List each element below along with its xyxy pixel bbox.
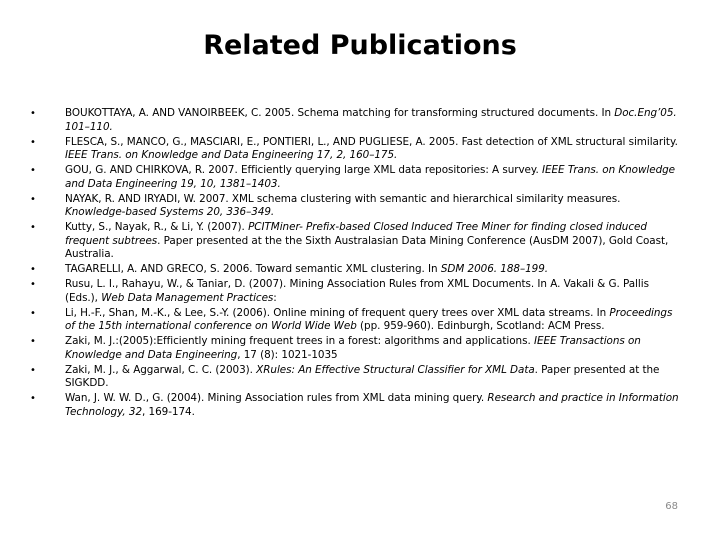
reference-text — [65, 335, 680, 362]
reference-segment: Knowledge-based Systems 20, 336–349. — [65, 206, 275, 218]
reference-segment: (pp. 959-960). Edinburgh, Scotland: ACM Press. — [356, 320, 605, 332]
reference-segment: IEEE Trans. on Knowledge and Data Engineering 17, 2, 160–175. — [65, 149, 398, 161]
reference-item-2 — [30, 136, 680, 163]
reference-segment: Zaki, M. J., & Aggarwal, C. C. (2003). — [65, 363, 257, 376]
reference-segment: TAGARELLI, A. AND GRECO, S. 2006. Toward semantic XML clustering. In — [65, 263, 441, 275]
slide-title: Related Publications — [203, 30, 517, 61]
reference-item-11 — [30, 392, 680, 419]
reference-text — [65, 164, 680, 191]
reference-item-8 — [30, 307, 680, 334]
reference-segment: BOUKOTTAYA, A. AND VANOIRBEEK, C. 2005. Schema matching for transforming structured documents. In — [65, 107, 615, 119]
reference-segment: IEEE Transactions on Knowledge and Data Engineering — [65, 335, 641, 361]
reference-segment: Rusu, L. I., Rahayu, W., & Taniar, D. (2007). Mining Association Rules from XML Documents. In A. Vakali & G. Pallis (Eds.), — [65, 278, 649, 304]
reference-item-7 — [30, 278, 680, 305]
reference-text — [65, 263, 680, 277]
reference-segment: Research and practice in Information Technology, 32 — [65, 392, 679, 418]
reference-text — [65, 307, 680, 334]
reference-segment: FLESCA, S., MANCO, G., MASCIARI, E., PONTIERI, L., AND PUGLIESE, A. 2005. Fast detection of XML structural similarity. — [65, 135, 678, 148]
bullet-icon: • — [30, 193, 36, 205]
reference-segment: , 169-174. — [142, 405, 195, 418]
reference-segment: SDM 2006. 188–199. — [440, 263, 549, 275]
bullet-icon: • — [30, 108, 36, 119]
reference-segment: Li, H.-F., Shan, M.-K., & Lee, S.-Y. (2006). Online mining of frequent query trees over XML data streams. In — [65, 306, 610, 319]
reference-segment: Wan, J. W. W. D., G. (2004). Mining Association rules from XML data mining query. — [65, 392, 488, 404]
reference-item-3 — [30, 164, 680, 191]
reference-segment: , 17 (8): 1021-1035 — [237, 348, 338, 361]
reference-segment: Doc.Eng’05. 101–110. — [65, 107, 677, 133]
reference-segment: GOU, G. AND CHIRKOVA, R. 2007. Efficiently querying large XML data repositories: A survey. — [65, 164, 543, 176]
reference-text — [65, 221, 680, 262]
reference-segment: PCITMiner- Prefix-based Closed Induced Tree Miner for finding closed induced frequent subtrees — [65, 221, 647, 247]
bullet-icon: • — [30, 307, 36, 319]
reference-item-5 — [30, 221, 680, 262]
reference-item-1 — [30, 107, 680, 134]
reference-text — [65, 278, 680, 305]
reference-segment: Proceedings of the 15th international conference on World Wide Web — [65, 306, 673, 332]
reference-segment: Web Data Management Practices — [101, 291, 274, 304]
reference-item-10 — [30, 364, 680, 391]
reference-segment: : — [273, 291, 277, 304]
bullet-icon: • — [30, 222, 36, 233]
reference-text — [65, 193, 680, 220]
page-number: 68 — [665, 501, 678, 512]
bullet-icon: • — [30, 136, 36, 148]
bullet-icon: • — [30, 165, 36, 176]
reference-segment: . Paper presented at the the Sixth Australasian Data Mining Conference (AusDM 2007), Gold Coast, Australia. — [65, 234, 669, 260]
reference-text — [65, 392, 680, 419]
reference-item-9 — [30, 335, 680, 362]
reference-segment: IEEE Trans. on Knowledge and Data Engineering 19, 10, 1381–1403. — [65, 164, 676, 190]
reference-segment: Kutty, S., Nayak, R., & Li, Y. (2007). — [65, 221, 249, 233]
reference-segment: Zaki, M. J.:(2005):Efficiently mining frequent trees in a forest: algorithms and applications. — [65, 335, 534, 347]
bullet-icon: • — [30, 336, 36, 347]
reference-segment: XRules: An Effective Structural Classifier for XML Data — [256, 363, 535, 376]
bullet-icon: • — [30, 264, 36, 275]
reference-text — [65, 364, 680, 391]
reference-text — [65, 107, 680, 134]
reference-segment: NAYAK, R. AND IRYADI, W. 2007. XML schema clustering with semantic and hierarchical similarity measures. — [65, 192, 621, 205]
reference-text — [65, 136, 680, 163]
reference-list — [30, 107, 680, 421]
bullet-icon: • — [30, 364, 36, 376]
reference-item-6 — [30, 263, 680, 277]
bullet-icon: • — [30, 393, 36, 404]
reference-item-4 — [30, 193, 680, 220]
bullet-icon: • — [30, 279, 36, 290]
reference-segment: . Paper presented at the SIGKDD. — [65, 363, 660, 389]
